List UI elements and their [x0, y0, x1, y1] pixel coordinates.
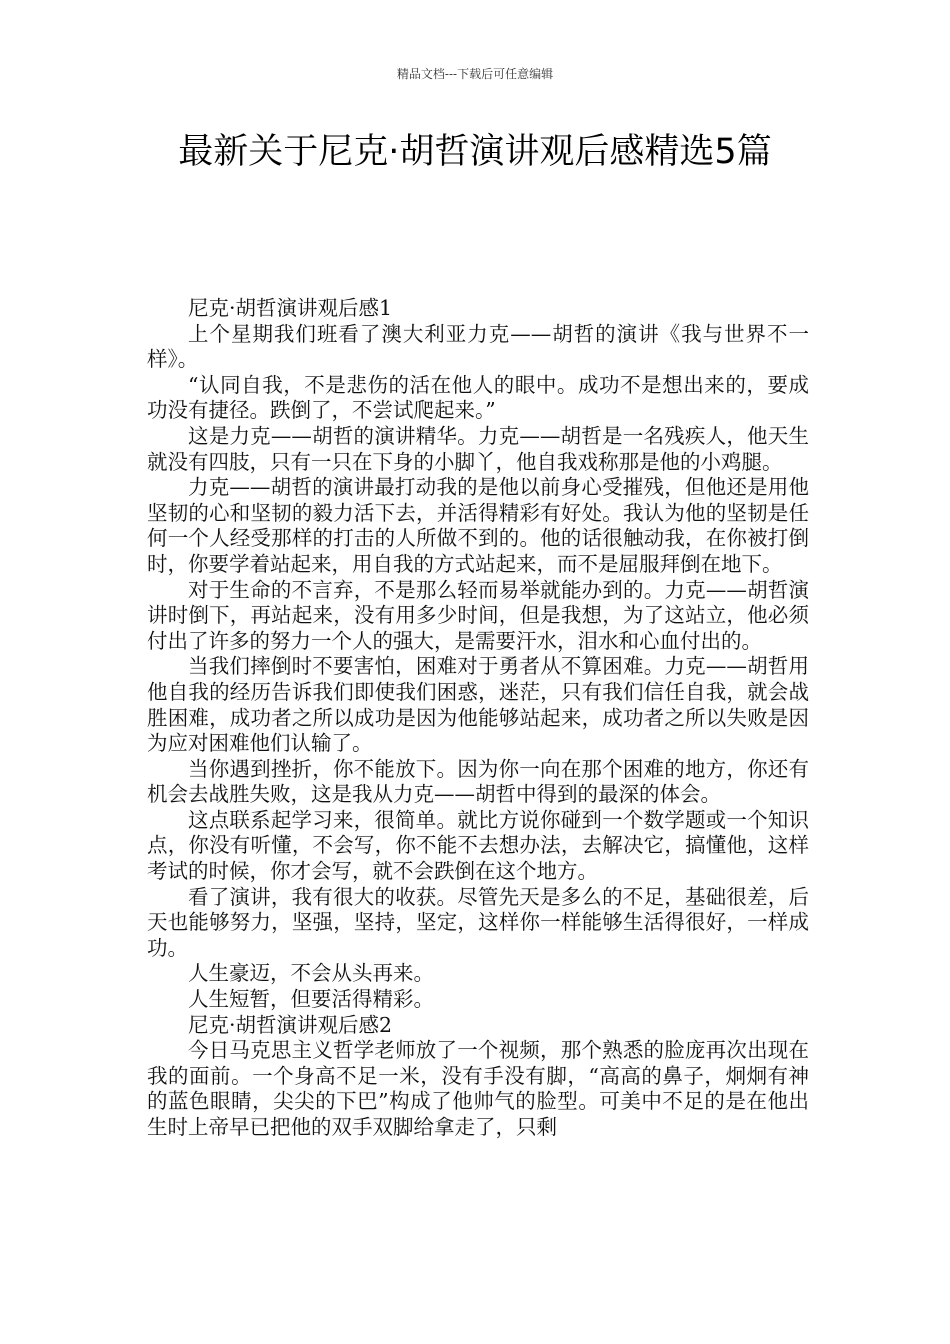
paragraph: 这点联系起学习来，很简单。就比方说你碰到一个数学题或一个知识点，你没有听懂，不会写，你不能不去想办法，去解决它，搞懂他，这样考试的时候，你才会写，就不会跌倒在这个地方。 — [147, 807, 809, 884]
document-body — [147, 296, 809, 1141]
paragraph: 今日马克思主义哲学老师放了一个视频，那个熟悉的脸庞再次出现在我的面前。一个身高不足一米，没有手没有脚，“高高的鼻子，炯炯有神的蓝色眼睛，尖尖的下巴”构成了他帅气的脸型。可美中不足的是在他出生时上帝早已把他的双手双脚给拿走了，只剩 — [147, 1038, 809, 1139]
paragraph: 力克——胡哲的演讲最打动我的是他以前身心受摧残，但他还是用他坚韧的心和坚韧的毅力活下去，并活得精彩有好处。我认为他的坚韧是任何一个人经受那样的打击的人所做不到的。他的话很触动我，在你被打倒时，你要学着站起来，用自我的方式站起来，而不是屈服拜倒在地下。 — [147, 475, 809, 576]
paragraph: 对于生命的不言弃，不是那么轻而易举就能办到的。力克——胡哲演讲时倒下，再站起来，没有用多少时间，但是我想，为了这站立，他必须付出了许多的努力一个人的强大，是需要汗水，泪水和心血付出的。 — [147, 577, 809, 653]
paragraph: 当我们摔倒时不要害怕，困难对于勇者从不算困难。力克——胡哲用他自我的经历告诉我们即使我们困惑，迷茫，只有我们信任自我，就会战胜困难，成功者之所以成功是因为他能够站起来，成功者之所以失败是因为应对困难他们认输了。 — [147, 654, 809, 756]
paragraph: 人生豪迈，不会从头再来。 — [188, 961, 434, 986]
section-heading-1: 尼克·胡哲演讲观后感1 — [188, 296, 393, 320]
paragraph: 这是力克——胡哲的演讲精华。力克——胡哲是一名残疾人，他天生就没有四肢，只有一只在下身的小脚丫，他自我戏称那是他的小鸡腿。 — [147, 423, 809, 474]
document-title: 最新关于尼克·胡哲演讲观后感精选5篇 — [178, 132, 772, 172]
paragraph: 看了演讲，我有很大的收获。尽管先天是多么的不足，基础很差，后天也能够努力，坚强，坚持，坚定，这样你一样能够生活得很好，一样成功。 — [147, 884, 809, 960]
section-heading-2: 尼克·胡哲演讲观后感2 — [188, 1012, 393, 1037]
paragraph: 人生短暂，但要活得精彩。 — [188, 987, 434, 1012]
paragraph: “认同自我，不是悲伤的活在他人的眼中。成功不是想出来的，要成功没有捷径。跌倒了，不尝试爬起来。” — [147, 372, 809, 423]
header-note: 精品文档---下载后可任意编辑 — [396, 67, 554, 81]
paragraph: 上个星期我们班看了澳大利亚力克——胡哲的演讲《我与世界不一样》。 — [147, 321, 809, 372]
paragraph: 当你遇到挫折，你不能放下。因为你一向在那个困难的地方，你还有机会去战胜失败，这是我从力克——胡哲中得到的最深的体会。 — [147, 756, 809, 807]
